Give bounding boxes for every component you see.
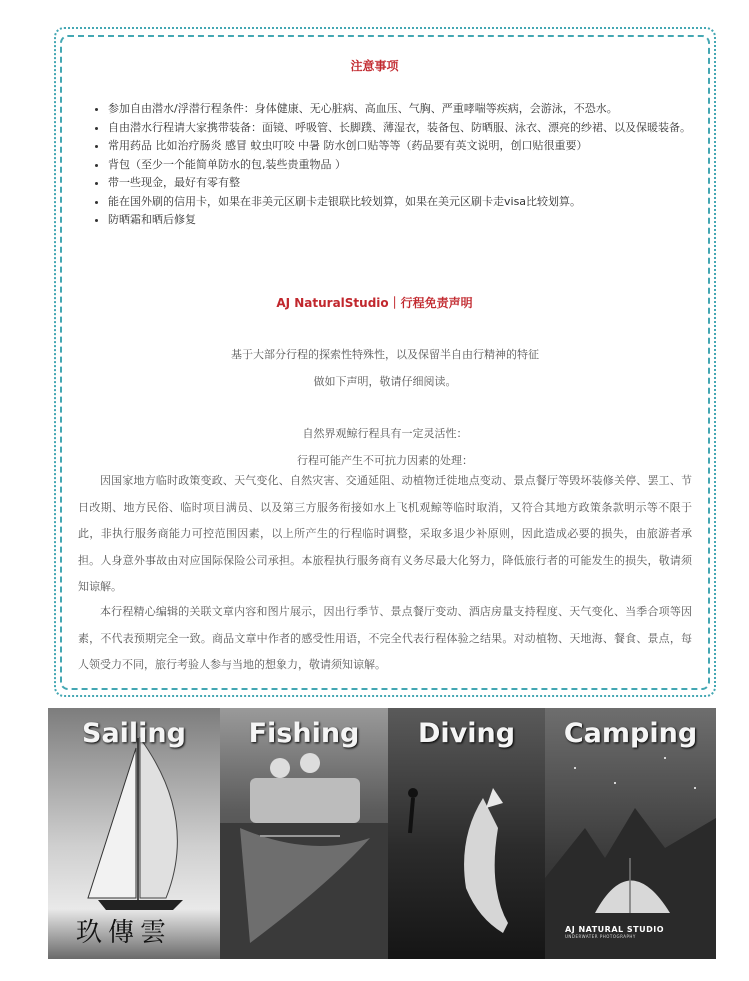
studio-brand-logo bbox=[565, 925, 664, 939]
activity-image-strip bbox=[48, 708, 716, 959]
notice-item: • 常用药品 比如治疗肠炎 感冒 蚊虫叮咬 中暑 防水创口贴等等（药品要有英文说明，创口贴很重要） bbox=[108, 137, 728, 156]
sailing-photo bbox=[48, 708, 220, 959]
brand-name: AJ NATURAL STUDIO bbox=[565, 925, 665, 934]
panel-title: Camping bbox=[563, 718, 698, 749]
notice-item: • 带一些现金，最好有零有整 bbox=[108, 174, 728, 193]
diving-photo bbox=[388, 708, 545, 959]
sub-line: 行程可能产生不可抗力因素的处理： bbox=[297, 454, 473, 467]
disclaimer-paragraph: 因国家地方临时政策变政、天气变化、自然灾害、交通延阻、动植物迁徙地点变动、景点餐厅等毁坏装修关停、罢工、节日改期、地方民俗、临时项目满员、以及第三方服务衔接如水上飞机观鲸等临时取消，又符合其地方政策条款明示等不限于此，非执行服务商能力可控范围因素，以上所产生的行程临时调整，采取多退少补原则，因此造成必要的损失，由旅游者承担。人身意外事故由对应国际保险公司承担。本旅程执行服务商有义务尽最大化努力，降低旅行者的可能发生的损失，敬请须知谅解。 bbox=[78, 474, 692, 593]
panel-title: Diving bbox=[417, 718, 516, 749]
panel-title: Sailing bbox=[82, 718, 186, 749]
fishing-photo bbox=[220, 708, 388, 959]
camping-photo bbox=[545, 708, 716, 959]
notice-item: • 防晒霜和晒后修复 bbox=[108, 211, 728, 230]
notice-item: • 能在国外刷的信用卡，如果在非美元区刷卡走银联比较划算，如果在美元区刷卡走visa比较划算。 bbox=[108, 193, 728, 212]
notice-item: • 参加自由潜水/浮潜行程条件：身体健康、无心脏病、高血压、气胸、严重哮喘等疾病，会游泳，不恐水。 bbox=[108, 100, 728, 119]
brand-subtitle: UNDERWATER PHOTOGRAPHY bbox=[565, 934, 636, 939]
panel-title: Fishing bbox=[248, 718, 360, 749]
notice-title: 注意事项 bbox=[350, 59, 399, 73]
intro-line: 做如下声明，敬请仔细阅读。 bbox=[313, 375, 457, 388]
disclaimer-paragraph: 本行程精心编辑的关联文章内容和图片展示，因出行季节、景点餐厅变动、酒店房量支持程度、天气变化、当季合项等因素，不代表预期完全一致。商品文章中作者的感受性用语，不完全代表行程体验之结果。对动植物、天地海、餐食、景点，每人领受力不同，旅行考验人参与当地的想象力，敬请须知谅解。 bbox=[78, 605, 692, 671]
sub-line: 自然界观鲸行程具有一定灵活性： bbox=[302, 427, 468, 440]
disclaimer-title: AJ NaturalStudio｜行程免责声明 bbox=[276, 296, 473, 310]
notice-list bbox=[76, 100, 728, 230]
notice-item: • 自由潜水行程请大家携带装备：面镜、呼吸管、长脚蹼、薄湿衣，装备包、防晒服、泳衣、漂亮的纱裙、以及保暖装备。 bbox=[108, 119, 728, 138]
notice-item: • 背包（至少一个能简单防水的包,装些贵重物品 ） bbox=[108, 156, 728, 175]
disclaimer-subheading bbox=[60, 420, 710, 474]
intro-line: 基于大部分行程的探索性特殊性，以及保留半自由行精神的特征 bbox=[231, 348, 539, 361]
calligraphy-logo: 玖傳雲 bbox=[76, 918, 173, 948]
disclaimer-intro bbox=[60, 341, 710, 395]
